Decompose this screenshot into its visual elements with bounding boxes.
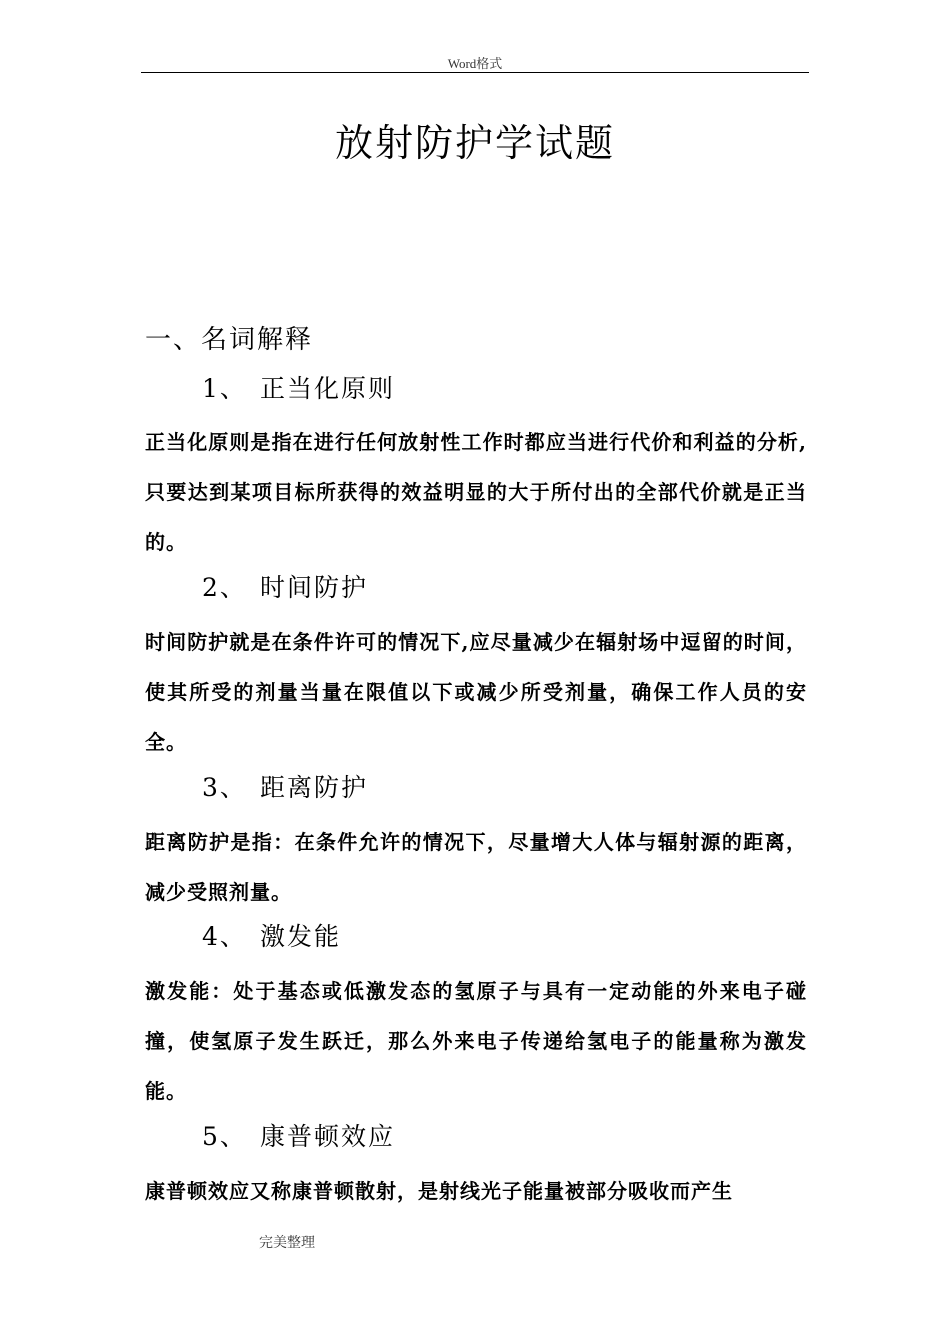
term-number: 1、: [202, 374, 247, 403]
term-number: 5、: [202, 1122, 247, 1151]
term-heading-5: [202, 1120, 395, 1154]
term-name: 时间防护: [260, 573, 369, 602]
page-header: Word格式: [447, 56, 503, 71]
term-number: 3、: [202, 773, 247, 802]
term-name: 正当化原则: [260, 374, 396, 403]
term-heading-1: [202, 372, 395, 406]
term-heading-3: [202, 771, 368, 805]
document-title: 放射防护学试题: [334, 121, 615, 166]
section-heading: 一、名词解释: [145, 325, 314, 355]
term-number: 2、: [202, 573, 247, 602]
term-name: 激发能: [260, 922, 342, 951]
term-definition-3: 距离防护是指：在条件允许的情况下，尽量增大人体与辐射源的距离，减少受照剂量。: [145, 830, 807, 904]
term-name: 距离防护: [260, 773, 369, 802]
term-definition-1: 正当化原则是指在进行任何放射性工作时都应当进行代价和利益的分析,只要达到某项目标所获得的效益明显的大于所付出的全部代价就是正当的。: [145, 430, 807, 554]
term-definition-4: 激发能：处于基态或低激发态的氢原子与具有一定动能的外来电子碰撞，使氢原子发生跃迁，那么外来电子传递给氢电子的能量称为激发能。: [145, 979, 807, 1103]
term-heading-2: [202, 571, 368, 605]
header-rule: [141, 72, 809, 73]
term-name: 康普顿效应: [260, 1122, 396, 1151]
term-number: 4、: [202, 922, 247, 951]
term-heading-4: [202, 920, 341, 954]
page-footer: 完美整理: [259, 1235, 315, 1251]
term-definition-5: 康普顿效应又称康普顿散射，是射线光子能量被部分吸收而产生: [145, 1179, 733, 1203]
term-definition-2: 时间防护就是在条件许可的情况下,应尽量减少在辐射场中逗留的时间，使其所受的剂量当量在限值以下或减少所受剂量，确保工作人员的安全。: [145, 630, 807, 754]
